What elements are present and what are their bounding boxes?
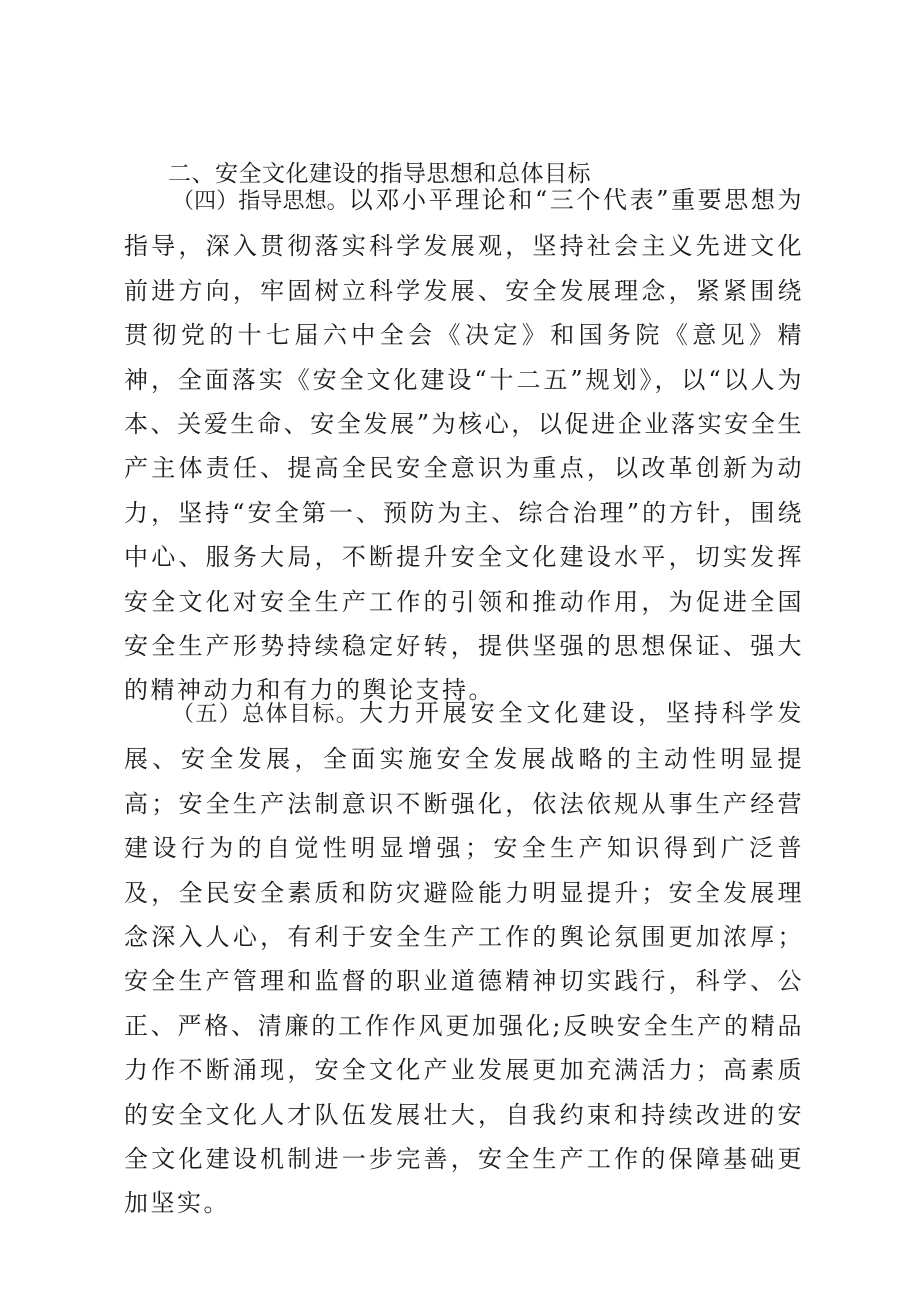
section-heading: 二、安全文化建设的指导思想和总体目标	[168, 161, 591, 187]
paragraph-text-guiding-ideology: 以邓小平理论和“三个代表”重要思想为指导，深入贯彻落实科学发展观，坚持社会主义先进文化前进方向，牢固树立科学发展、安全发展理念，紧紧围绕贯彻党的十七届六中全会《决定》和国务院《意见》精神，全面落实《安全文化建设“十二五”规划》，以“以人为本、关爱生命、安全发展”为核心，以促进企业落实安全生产主体责任、提高全民安全意识为重点，以改革创新为动力，坚持“安全第一、预防为主、综合治理”的方针，围绕中心、服务大局，不断提升安全文化建设水平，切实发挥安全文化对安全生产工作的引领和推动作用，为促进全国安全生产形势持续稳定好转，提供坚强的思想保证、强大的精神动力和有力的舆论支持。	[124, 186, 804, 705]
paragraph-overall-goals	[124, 691, 804, 1226]
paragraph-lead-guiding-ideology: （四）指导思想。	[172, 189, 349, 214]
paragraph-lead-overall-goals: （五）总体目标。	[172, 702, 360, 727]
paragraph-text-overall-goals: 大力开展安全文化建设，坚持科学发展、安全发展，全面实施安全发展战略的主动性明显提高；安全生产法制意识不断强化，依法依规从事生产经营建设行为的自觉性明显增强；安全生产知识得到广泛普及，全民安全素质和防灾避险能力明显提升；安全发展理念深入人心，有利于安全生产工作的舆论氛围更加浓厚；安全生产管理和监督的职业道德精神切实践行，科学、公正、严格、清廉的工作作风更加强化;反映安全生产的精品力作不断涌现，安全文化产业发展更加充满活力；高素质的安全文化人才队伍发展壮大，自我约束和持续改进的安全文化建设机制进一步完善，安全生产工作的保障基础更加坚实。	[124, 699, 804, 1218]
paragraph-guiding-ideology	[124, 178, 804, 713]
